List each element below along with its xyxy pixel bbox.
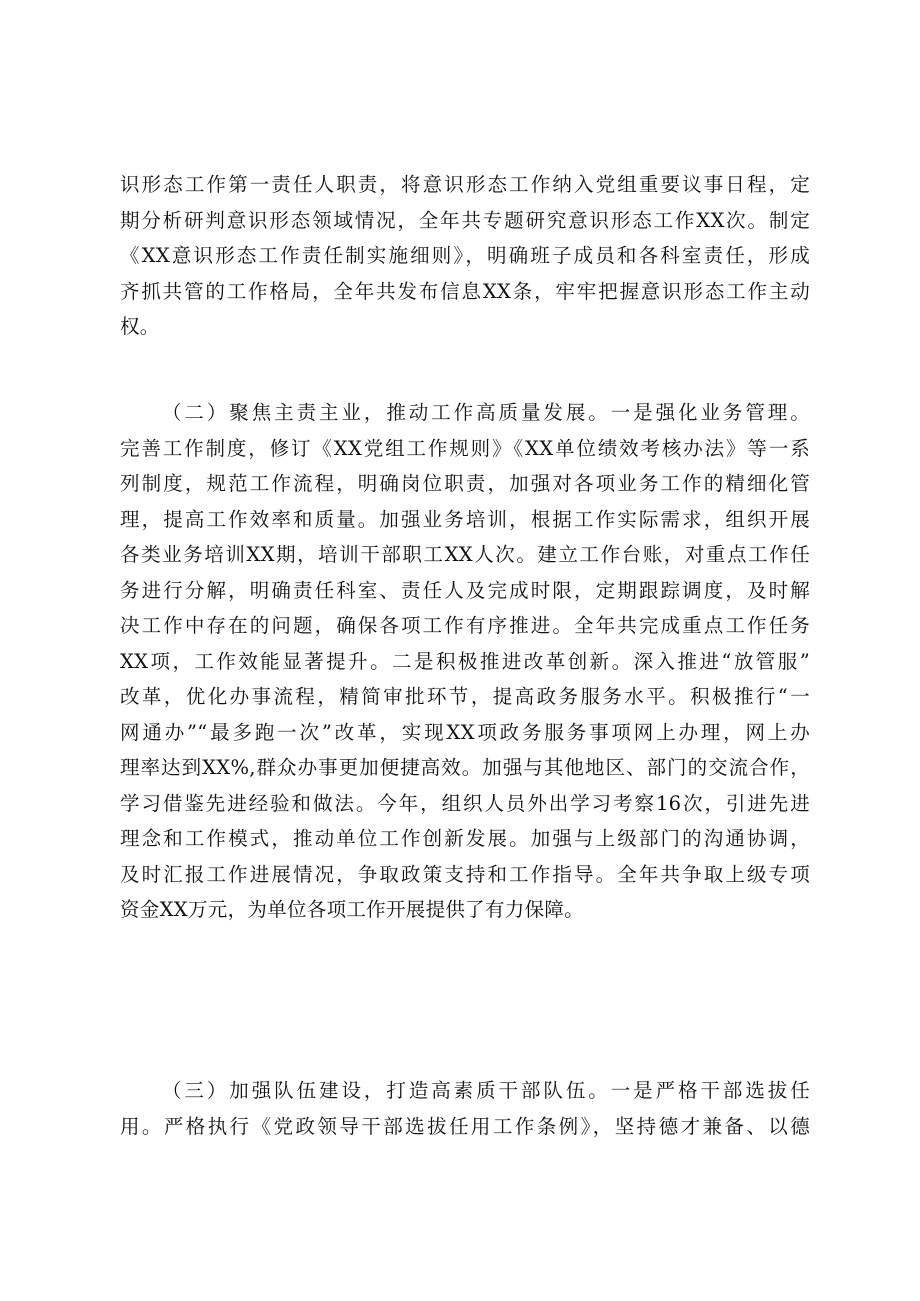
paragraph-line: （三）加强队伍建设，打造高素质干部队伍。一是严格干部选拔任 [162, 1079, 810, 1102]
paragraph-line: （二）聚焦主责主业，推动工作高质量发展。一是强化业务管理。 [162, 401, 810, 424]
paragraph-1 [120, 167, 810, 345]
paragraph-line: 用。严格执行《党政领导干部选拔任用工作条例》，坚持德才兼备、以德 [120, 1114, 810, 1138]
paragraph-line: 决工作中存在的问题，确保各项工作有序推进。全年共完成重点工作任务 [120, 614, 810, 637]
paragraph-line: 资金XX万元，为单位各项工作开展提供了有力保障。 [120, 898, 584, 921]
paragraph-line: 务进行分解，明确责任科室、责任人及完成时限，定期跟踪调度，及时解 [120, 578, 810, 602]
paragraph-2 [120, 395, 810, 928]
paragraph-line: 理念和工作模式，推动单位工作创新发展。加强与上级部门的沟通协调， [120, 827, 810, 850]
paragraph-line: 完善工作制度，修订《XX党组工作规则》《XX单位绩效考核办法》等一系 [120, 436, 810, 460]
paragraph-line: 列制度，规范工作流程，明确岗位职责，加强对各项业务工作的精细化管 [120, 472, 810, 495]
paragraph-line: XX项，工作效能显著提升。二是积极推进改革创新。深入推进“放管服” [120, 649, 810, 673]
paragraph-line: 理率达到XX%,群众办事更加便捷高效。加强与其他地区、部门的交流合作， [120, 756, 810, 779]
paragraph-line: 期分析研判意识形态领域情况，全年共专题研究意识形态工作XX次。制定 [120, 208, 810, 232]
paragraph-line: 网通办”“最多跑一次”改革，实现XX项政务服务事项网上办理，网上办 [120, 720, 810, 744]
paragraph-3 [120, 1073, 810, 1144]
paragraph-line: 齐抓共管的工作格局，全年共发布信息XX条，牢牢把握意识形态工作主动 [120, 279, 810, 303]
paragraph-line: 《XX意识形态工作责任制实施细则》，明确班子成员和各科室责任，形成 [120, 244, 810, 267]
paragraph-line: 改革，优化办事流程，精简审批环节，提高政务服务水平。积极推行“一 [120, 685, 810, 708]
paragraph-line: 学习借鉴先进经验和做法。今年，组织人员外出学习考察16次，引进先进 [120, 791, 810, 815]
paragraph-line: 各类业务培训XX期，培训干部职工XX人次。建立工作台账，对重点工作任 [120, 543, 810, 566]
paragraph-line: 权。 [120, 315, 160, 338]
paragraph-line: 及时汇报工作进展情况，争取政策支持和工作指导。全年共争取上级专项 [120, 862, 810, 886]
paragraph-line: 识形态工作第一责任人职责，将意识形态工作纳入党组重要议事日程，定 [120, 173, 810, 196]
paragraph-line: 理，提高工作效率和质量。加强业务培训，根据工作实际需求，组织开展 [120, 507, 810, 531]
